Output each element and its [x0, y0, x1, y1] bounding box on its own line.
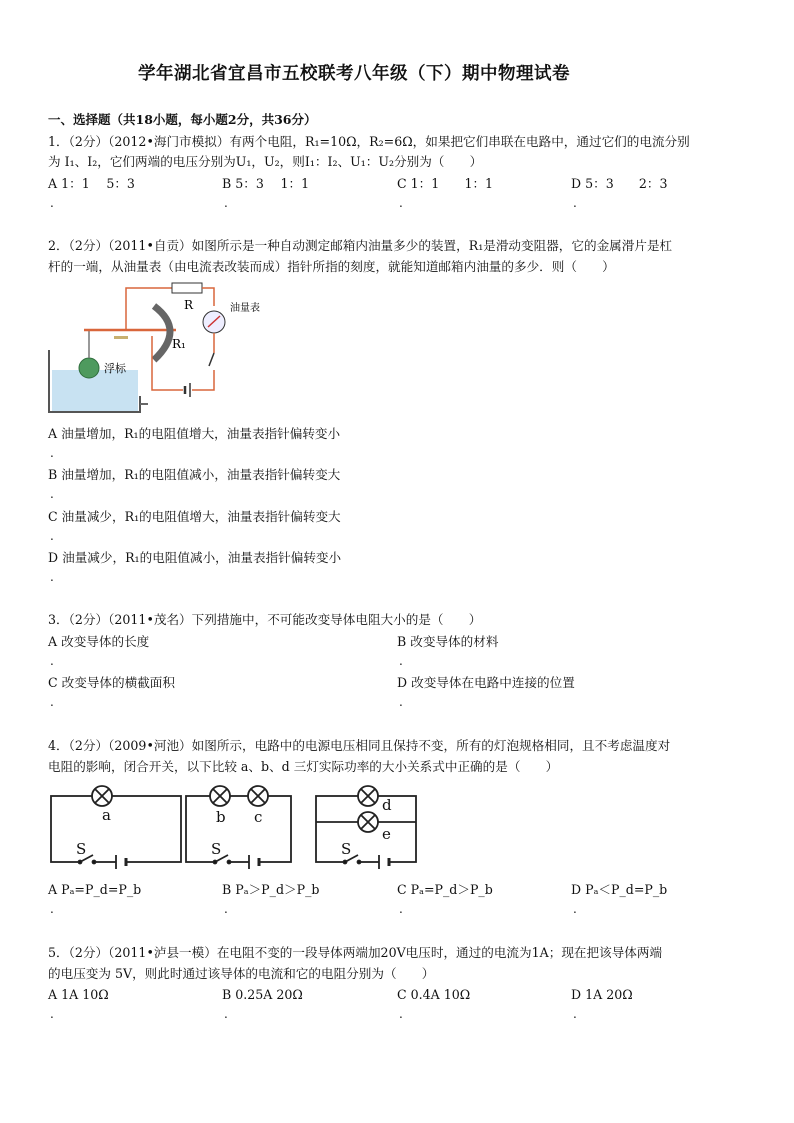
q3-option-a[interactable]: A 改变导体的长度 — [48, 634, 150, 649]
label-s: S — [76, 840, 87, 858]
q1-option-a[interactable]: A 1：1 5：3 — [48, 176, 135, 191]
option-dot: . — [573, 902, 577, 916]
option-dot: . — [399, 695, 403, 709]
q4-circuits — [46, 784, 426, 874]
option-dot: . — [50, 1007, 54, 1021]
label-e: e — [382, 825, 391, 843]
label-c: c — [254, 808, 263, 826]
q4-option-b[interactable]: B Pₐ＞P_d＞P_b — [222, 882, 320, 897]
option-dot: . — [224, 902, 228, 916]
q1-option-c[interactable]: C 1：1 1：1 — [397, 176, 494, 191]
switch — [209, 353, 214, 366]
option-dot: . — [224, 196, 228, 210]
option-dot: . — [224, 1007, 228, 1021]
option-dot: . — [573, 1007, 577, 1021]
label-a: a — [102, 806, 111, 824]
resistor-R — [172, 283, 202, 293]
option-dot: . — [50, 570, 54, 584]
float-ball — [79, 358, 99, 378]
q2-text-line1: 2．（2分）（2011•自贡）如图所示是一种自动测定邮箱内油量多少的装置，R₁是滑动变阻器，它的金属滑片是杠 — [48, 238, 673, 253]
label-b: b — [216, 808, 226, 826]
page-title: 学年湖北省宜昌市五校联考八年级（下）期中物理试卷 — [138, 64, 570, 84]
q5-option-c[interactable]: C 0.4A 10Ω — [397, 987, 471, 1002]
q5-option-b[interactable]: B 0.25A 20Ω — [222, 987, 303, 1002]
q5-option-a[interactable]: A 1A 10Ω — [48, 987, 109, 1002]
q2-option-a[interactable]: A 油量增加，R₁的电阻值增大，油量表指针偏转变小 — [48, 426, 341, 441]
q4-option-d[interactable]: D Pₐ＜P_d=P_b — [571, 882, 668, 897]
q4-option-a[interactable]: A Pₐ=P_d=P_b — [48, 882, 142, 897]
option-dot: . — [50, 902, 54, 916]
section-heading: 一、选择题（共18小题，每小题2分，共36分） — [48, 112, 317, 127]
q2-option-c[interactable]: C 油量减少，R₁的电阻值增大，油量表指针偏转变大 — [48, 509, 341, 524]
circuit-bc-frame — [186, 796, 291, 862]
q1-text-line2: 为 I₁、I₂，它们两端的电压分别为U₁，U₂，则I₁：I₂、U₁：U₂分别为（ ） — [48, 154, 483, 169]
option-dot: . — [50, 654, 54, 668]
label-s: S — [341, 840, 352, 858]
q1-option-b[interactable]: B 5：3 1：1 — [222, 176, 310, 191]
q4-text-line1: 4．（2分）（2009•河池）如图所示，电路中的电源电压相同且保持不变，所有的灯泡规格相同，且不考虑温度对 — [48, 738, 671, 753]
q5-text-line2: 的电压变为 5V，则此时通过该导体的电流和它的电阻分别为（ ） — [48, 966, 435, 981]
q1-text-line1: 1．（2分）（2012•海门市模拟）有两个电阻，R₁=10Ω，R₂=6Ω，如果把它们串联在电路中，通过它们的电流分别 — [48, 134, 690, 149]
oil-gauge-diagram — [44, 278, 260, 418]
q5-text-line1: 5．（2分）（2011•泸县一模）在电阻不变的一段导体两端加20V电压时，通过的电流为1A；现在把该导体两端 — [48, 945, 663, 960]
option-dot: . — [399, 196, 403, 210]
q3-option-c[interactable]: C 改变导体的横截面积 — [48, 675, 175, 690]
q5-option-d[interactable]: D 1A 20Ω — [571, 987, 633, 1002]
q3-text-line1: 3．（2分）（2011•茂名）下列措施中，不可能改变导体电阻大小的是（ ） — [48, 612, 482, 627]
label-R: R — [184, 298, 194, 312]
option-dot: . — [50, 529, 54, 543]
q2-option-d[interactable]: D 油量减少，R₁的电阻值减小，油量表指针偏转变小 — [48, 550, 342, 565]
option-dot: . — [50, 487, 54, 501]
label-s: S — [211, 840, 222, 858]
option-dot: . — [399, 902, 403, 916]
option-dot: . — [50, 446, 54, 460]
pivot — [114, 336, 128, 339]
circuit-a-frame — [51, 796, 181, 862]
q4-option-c[interactable]: C Pₐ=P_d＞P_b — [397, 882, 493, 897]
q1-option-d[interactable]: D 5：3 2：3 — [571, 176, 668, 191]
gauge-label: 油量表 — [230, 303, 260, 314]
q2-text-line2: 杆的一端，从油量表（由电流表改装而成）指针所指的刻度，就能知道邮箱内油量的多少．则（ ） — [48, 259, 615, 274]
label-R1: R₁ — [172, 337, 186, 351]
option-dot: . — [399, 1007, 403, 1021]
float-label: 浮标 — [104, 362, 126, 375]
q2-option-b[interactable]: B 油量增加，R₁的电阻值减小，油量表指针偏转变大 — [48, 467, 341, 482]
label-d: d — [382, 796, 392, 814]
q3-option-d[interactable]: D 改变导体在电路中连接的位置 — [397, 675, 575, 690]
q3-option-b[interactable]: B 改变导体的材料 — [397, 634, 499, 649]
option-dot: . — [573, 196, 577, 210]
q4-text-line2: 电阻的影响，闭合开关，以下比较 a、b、d 三灯实际功率的大小关系式中正确的是（ ） — [48, 759, 559, 774]
option-dot: . — [50, 695, 54, 709]
resistor-R1 — [154, 306, 170, 360]
option-dot: . — [50, 196, 54, 210]
option-dot: . — [399, 654, 403, 668]
